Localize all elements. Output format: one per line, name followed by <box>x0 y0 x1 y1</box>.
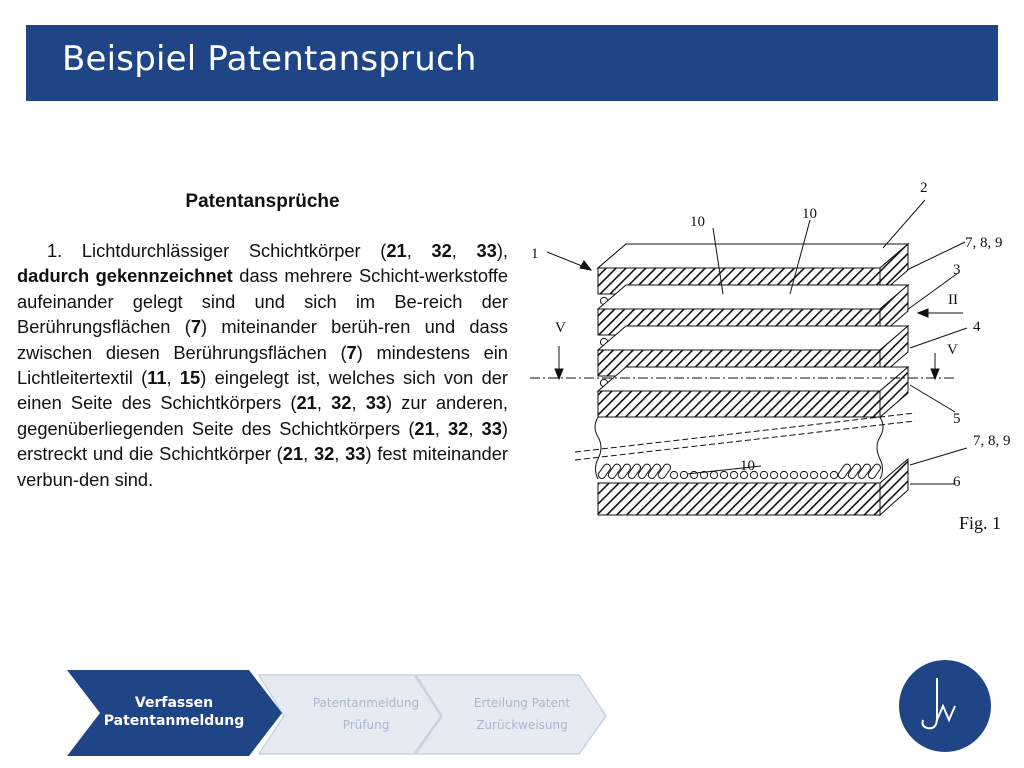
claim-bold-ref: 21 <box>296 392 317 414</box>
claim-bold-ref: 33 <box>481 417 502 439</box>
claim-bold-ref: 7 <box>346 341 357 363</box>
label-7-8-9: 7, 8, 9 <box>973 433 1011 449</box>
step-prufung-label[interactable]: Patentanmeldung Prüfung <box>312 696 420 732</box>
label-10: 10 <box>740 458 755 474</box>
process-chevrons <box>64 670 624 758</box>
claim-text-run: , <box>406 240 432 261</box>
claim-bold-ref: 21 <box>282 443 304 465</box>
claim-text-run: ) eingelegt ist, welches sich von der einen Seite des Schichtkörpers ( <box>17 367 508 414</box>
claim-text-run: ) miteinander berüh-ren und dass zwischen diesen Berührungsflächen ( <box>17 316 508 363</box>
claim-bold-ref: dadurch gekennzeichnet <box>17 265 233 287</box>
label-II: II <box>948 292 958 308</box>
label-1: 1 <box>531 246 539 262</box>
label-10: 10 <box>690 214 705 230</box>
fiber <box>810 471 817 478</box>
bottom-front <box>598 483 880 515</box>
fiber <box>770 471 777 478</box>
fiber <box>790 471 797 478</box>
layer-b-top <box>598 285 908 309</box>
patent-drawing <box>525 170 1024 550</box>
label-5: 5 <box>953 411 961 427</box>
layer-c-top <box>598 326 908 350</box>
label-4: 4 <box>973 319 981 335</box>
layer-d-top <box>598 367 908 391</box>
fiber <box>670 471 677 478</box>
claim-text-run: , <box>468 417 482 439</box>
claim-text-run: , <box>434 417 448 439</box>
label-2: 2 <box>920 180 928 196</box>
break-line <box>575 421 915 460</box>
break-edge <box>595 417 601 479</box>
claim-text-run: , <box>166 367 180 389</box>
claim-text-run: ) zur anderen, gegenüberliegenden Seite des Schichtkörpers ( <box>17 392 508 439</box>
layer-d-front <box>598 391 880 417</box>
jw-logo-mark <box>899 660 991 752</box>
claims-heading: Patentansprüche <box>185 191 340 212</box>
label-V: V <box>555 320 566 336</box>
fiber <box>730 471 737 478</box>
layer-stack <box>595 244 908 515</box>
fiber <box>680 471 687 478</box>
label-7-8-9: 7, 8, 9 <box>965 235 1003 251</box>
claim-text-run: ), <box>496 240 508 261</box>
page-title: Beispiel Patentanspruch <box>62 39 477 79</box>
claim-bold-ref: 11 <box>147 367 167 389</box>
claim-text-run: , <box>334 443 346 465</box>
fiber <box>800 471 807 478</box>
claim-text-run: 1. Lichtdurchlässiger Schichtkörper ( <box>47 240 387 261</box>
label-3: 3 <box>953 262 961 278</box>
claim-text-run: , <box>303 443 314 465</box>
fiber <box>760 471 767 478</box>
fiber <box>830 471 837 478</box>
fiber <box>780 471 787 478</box>
fiber <box>720 471 727 478</box>
claim-1-text <box>17 238 508 492</box>
title-bar <box>26 25 998 101</box>
claim-bold-ref: 7 <box>190 316 201 338</box>
claim-text-run: ) fest miteinander verbun-den sind. <box>17 443 508 490</box>
claim-bold-ref: 32 <box>331 392 352 414</box>
claim-text-run: ) mindestens ein Lichtleitertextil ( <box>17 341 508 389</box>
label-6: 6 <box>953 474 961 490</box>
fiber <box>710 471 717 478</box>
claim-bold-ref: 33 <box>365 392 387 414</box>
step-verfassen-label[interactable]: Verfassen Patentanmeldung <box>103 695 245 729</box>
claim-bold-ref: 15 <box>179 367 201 389</box>
patent-figure <box>525 170 1024 550</box>
claim-bold-ref: 32 <box>447 417 469 439</box>
label-10: 10 <box>802 206 817 222</box>
claim-bold-ref: 32 <box>313 443 335 465</box>
claim-text-run: dass mehrere Schicht-werkstoffe aufeinander gelegt sind und sich im Be-reich der Berührungsflächen ( <box>17 265 509 338</box>
bottom-side <box>880 459 908 515</box>
claim-bold-ref: 33 <box>476 240 497 261</box>
fiber <box>820 471 827 478</box>
step-erteilung-label[interactable]: Erteilung Patent Zurückweisung <box>473 696 571 732</box>
figure-caption: Fig. 1 <box>959 513 1002 533</box>
break-line <box>575 413 915 452</box>
claim-text-run: , <box>351 392 366 414</box>
layer-a-top <box>598 244 908 268</box>
claims-section <box>17 191 508 492</box>
claim-text-run: ) erstreckt und die Schichtkörper ( <box>17 417 508 465</box>
label-V: V <box>947 342 958 358</box>
claim-text-run: , <box>451 240 477 261</box>
claim-bold-ref: 21 <box>386 240 407 261</box>
claim-bold-ref: 32 <box>431 240 452 261</box>
claim-bold-ref: 33 <box>345 443 366 465</box>
jw-logo <box>899 660 991 752</box>
claim-text-run: , <box>316 392 332 414</box>
claim-bold-ref: 21 <box>414 417 435 439</box>
